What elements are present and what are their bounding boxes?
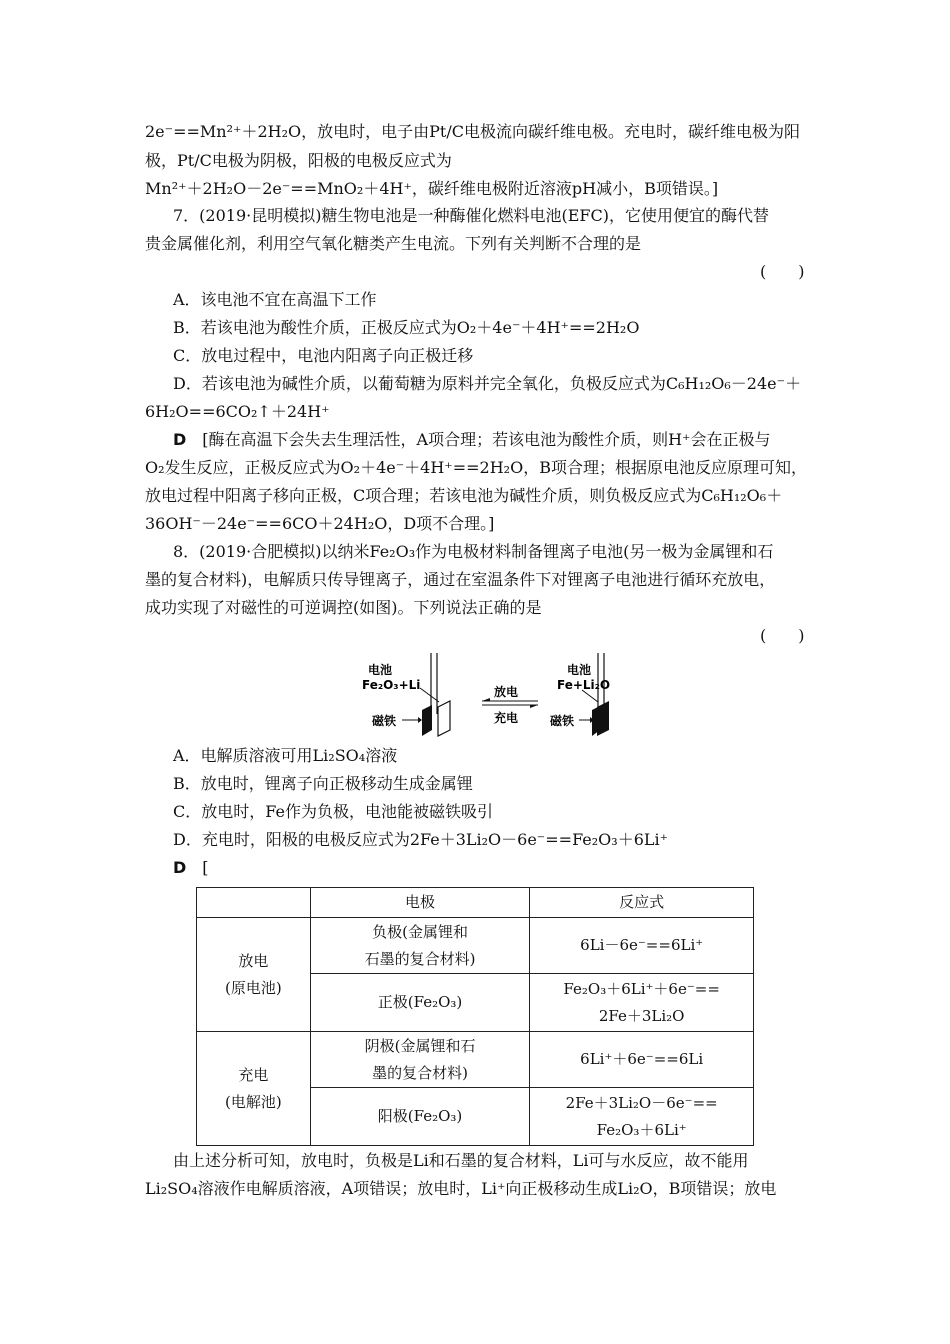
answer-line: 36OH⁻－24e⁻==6CO＋24H₂O，D项不合理。] [145,514,495,533]
option-d-cont: 6H₂O==6CO₂↑＋24H⁺ [145,402,330,421]
option-a: A．该电池不宜在高温下工作 [173,290,377,309]
mode-type: (电解池) [225,1092,282,1111]
electrode-reaction-table [196,887,754,1146]
question-stem: 成功实现了对磁性的可逆调控(如图)。下列说法正确的是 [145,598,542,617]
text-line: 极，Pt/C电极为阴极，阳极的电极反应式为 [145,151,452,170]
option-c: C．放电过程中，电池内阳离子向正极迁移 [173,346,474,365]
mode-label: 放电 [238,951,269,970]
electrode-cell [310,918,530,974]
reaction-line: Fe₂O₃＋6Li⁺ [596,1120,687,1139]
answer-key: D [173,858,187,877]
electrode-label: 墨的复合材料) [372,1063,468,1082]
text-line: 2e⁻==Mn²⁺＋2H₂O，放电时，电子由Pt/C电极流向碳纤维电极。充电时，碳纤维电极为阳 [145,122,800,141]
electrode-label: 石墨的复合材料) [364,949,476,968]
mode-label: 充电 [238,1065,269,1084]
right-magnet-label: 磁铁 [550,714,575,728]
reaction-cell: 6Li－6e⁻==6Li⁺ [530,918,754,974]
pointer-arrow [420,688,439,702]
question-stem: 8．(2019·合肥模拟)以纳米Fe₂O₃作为电极材料制备锂离子电池(另一极为金属锂和石 [173,542,774,561]
mode-cell [197,1032,311,1146]
table-header: 电极 [310,888,530,918]
discharge-label: 放电 [494,685,519,699]
answer-key: D [173,430,187,449]
left-magnet [422,705,432,736]
left-electrode [438,701,450,736]
question-stem: 墨的复合材料)，电解质只传导锂离子，通过在室温条件下对锂离子电池进行循环充放电， [145,570,776,589]
left-magnet-label: 磁铁 [372,714,397,728]
reaction-line: 2Fe＋3Li₂O [598,1006,685,1025]
charge-label: 充电 [494,711,519,725]
text-line: Mn²⁺＋2H₂O－2e⁻==MnO₂＋4H⁺，碳纤维电极附近溶液pH减小，B项错误。] [145,179,719,198]
electrode-label: 阴极(金属锂和石 [364,1036,476,1055]
mode-type: (原电池) [225,978,282,997]
left-formula-label: Fe₂O₃+Li [362,678,421,692]
question-stem: 贵金属催化剂，利用空气氧化糖类产生电流。下列有关判断不合理的是 [145,234,642,253]
option-d: D．充电时，阳极的电极反应式为2Fe＋3Li₂O－6e⁻==Fe₂O₃＋6Li⁺ [173,830,669,849]
answer-explanation: [酶在高温下会失去生理活性，A项合理；若该电池为酸性介质，则H⁺会在正极与 [202,430,771,449]
reaction-line: 2Fe＋3Li₂O－6e⁻== [565,1093,718,1112]
electrode-cell [310,1032,530,1088]
right-battery-label: 电池 [567,663,592,677]
electrode-label: 负极(金属锂和 [372,922,468,941]
table-header: 反应式 [530,888,754,918]
answer-line [173,857,209,879]
answer-blank: ( ) [760,262,805,281]
text-line: Li₂SO₄溶液作电解质溶液，A项错误；放电时，Li⁺向正极移动生成Li₂O，B项错误；放电 [145,1179,777,1198]
answer-line: 放电过程中阳离子移向正极，C项合理；若该电池为碱性介质，则负极反应式为C₆H₁₂O₆＋ [145,486,783,505]
table-row [197,918,754,974]
option-a: A．电解质溶液可用Li₂SO₄溶液 [173,746,398,765]
table-row [197,1032,754,1088]
answer-line: O₂发生反应，正极反应式为O₂＋4e⁻＋4H⁺==2H₂O，B项合理；根据原电池反应原理可知， [145,458,807,477]
text-line: 由上述分析可知，放电时，负极是Li和石墨的复合材料，Li可与水反应，故不能用 [173,1151,749,1170]
question-stem: 7．(2019·昆明模拟)糖生物电池是一种酶催化燃料电池(EFC)，它使用便宜的酶代替 [173,206,769,225]
right-formula-label: Fe+Li₂O [557,678,611,692]
electrode-cell: 正极(Fe₂O₃) [310,974,530,1032]
answer-blank: ( ) [760,626,805,645]
left-battery-label: 电池 [368,663,393,677]
table-header-blank [197,888,311,918]
table-header-row [197,888,754,918]
mode-cell [197,918,311,1032]
option-d: D．若该电池为碱性介质，以葡萄糖为原料并完全氧化，负极反应式为C₆H₁₂O₆－24e⁻＋ [173,374,802,393]
option-c: C．放电时，Fe作为负极，电池能被磁铁吸引 [173,802,493,821]
arrow-head [418,717,422,723]
battery-magnet-diagram [360,650,630,740]
reaction-line: Fe₂O₃＋6Li⁺＋6e⁻== [563,979,720,998]
electrode-cell: 阳极(Fe₂O₃) [310,1088,530,1146]
reaction-cell [530,1088,754,1146]
answer-line [173,429,771,451]
reaction-cell [530,974,754,1032]
option-b: B．放电时，锂离子向正极移动生成金属锂 [173,774,473,793]
answer-bracket: [ [202,858,209,877]
reaction-cell: 6Li⁺＋6e⁻==6Li [530,1032,754,1088]
option-b: B．若该电池为酸性介质，正极反应式为O₂＋4e⁻＋4H⁺==2H₂O [173,318,640,337]
